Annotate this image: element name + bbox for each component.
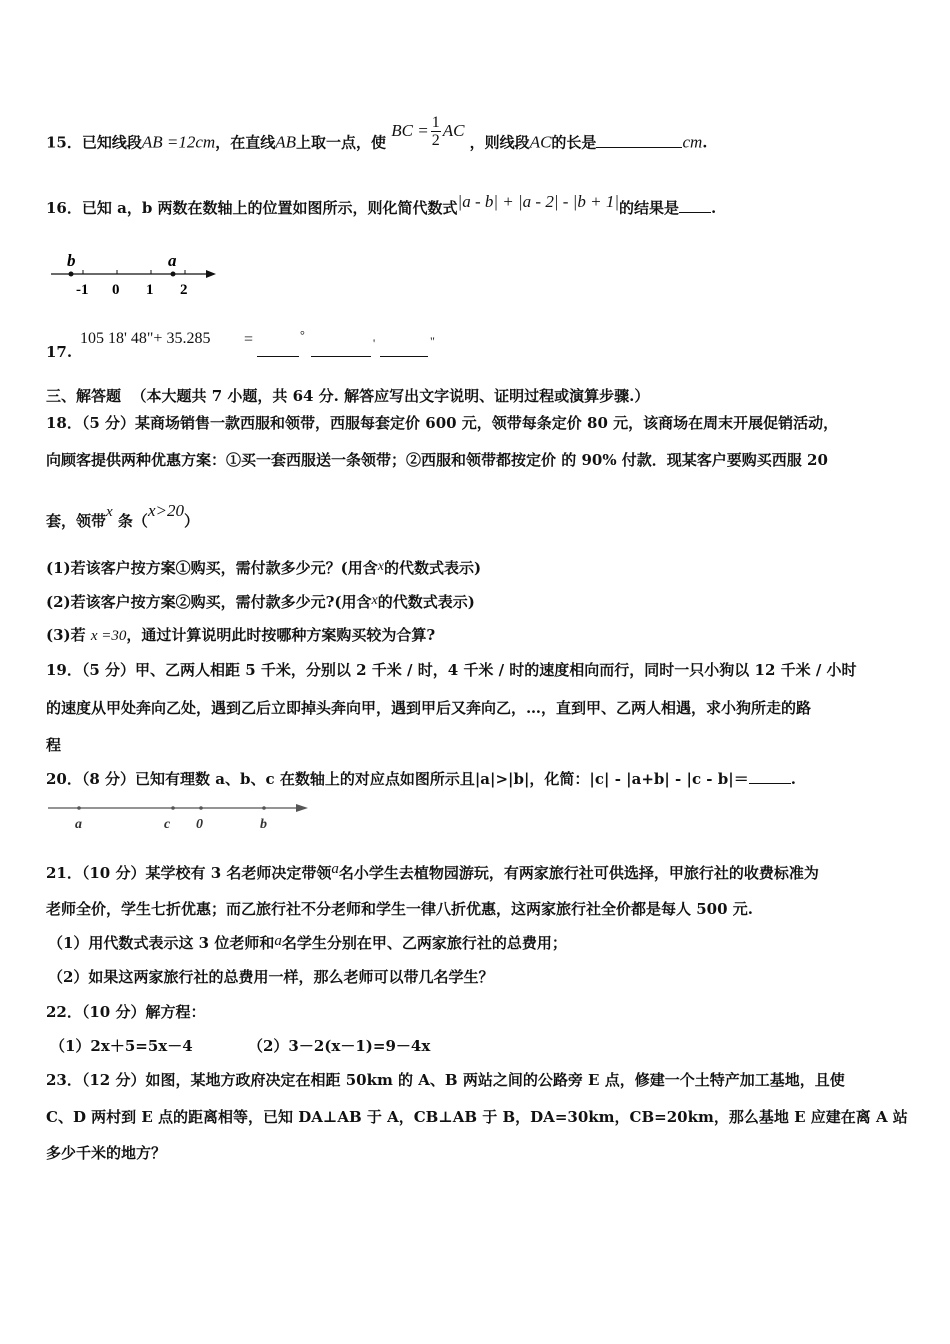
- question-18-part2: (2)若该客户按方案②购买，需付款多少元?(用含x的代数式表示): [46, 593, 475, 611]
- tick-label: 0: [112, 282, 120, 298]
- degrees-blank[interactable]: [257, 342, 299, 357]
- point-a-label: a: [168, 251, 177, 270]
- section-title: 三、解答题: [46, 387, 122, 405]
- section-header: [46, 386, 649, 406]
- question-15: 15．已知线段AB =12cm，在直线AB上取一点，使 BC = $\frac{1}{2}$ AC ，则线段AC的长是 cm.: [46, 114, 708, 152]
- section-note: （本大题共 7 小题，共 64 分. 解答应写出文字说明、证明过程或演算步骤.）: [131, 387, 650, 405]
- question-23-line: 23．（12 分）如图，某地方政府决定在相距 50km 的 A、B 两站之间的公路旁 E 点，修建一个土特产加工基地，且使: [46, 1071, 845, 1089]
- seconds-blank[interactable]: [380, 342, 428, 357]
- question-18-line: 套，领带x 条（x>20）: [46, 501, 199, 530]
- tick-label: -1: [76, 282, 89, 298]
- question-23-line: 多少千米的地方？: [46, 1144, 167, 1162]
- point-a-dot: [171, 272, 176, 277]
- answer-blank[interactable]: [749, 769, 791, 784]
- point-b-label: b: [260, 817, 267, 832]
- question-18-part3: (3)若 x =30，通过计算说明此时按哪种方案购买较为合算?: [46, 626, 436, 644]
- minutes-blank[interactable]: [311, 342, 371, 357]
- point-a-label: a: [75, 817, 82, 832]
- number-line-q20: [46, 796, 316, 834]
- arrow-icon: [296, 804, 308, 812]
- question-21-part2: （2）如果这两家旅行社的总费用一样，那么老师可以带几名学生？: [48, 968, 494, 986]
- q17-expression: 105 18' 48"+ 35.285: [80, 330, 211, 347]
- origin-label: 0: [196, 817, 203, 832]
- question-22-eq2: （2）3－2(x－1)=9－4x: [248, 1037, 431, 1055]
- fraction: $\frac{1}{2}$: [431, 114, 440, 149]
- point-b-label: b: [67, 251, 76, 270]
- arrow-icon: [206, 270, 216, 278]
- point-a-dot: [77, 806, 81, 810]
- question-23-line: C、D 两村到 E 点的距离相等，已知 DA⊥AB 于 A，CB⊥AB 于 B，DA=30km，CB=20km，那么基地 E 应建在离 A 站: [46, 1108, 908, 1126]
- answer-blank[interactable]: [679, 198, 711, 213]
- tick-label: 2: [180, 282, 188, 298]
- question-17: 17.: [46, 343, 73, 361]
- absolute-value-expression: |a - b| + |a - 2| - |b + 1|: [457, 192, 619, 211]
- point-b-dot: [69, 272, 74, 277]
- question-22-eq1: （1）2x＋5=5x－4: [50, 1037, 193, 1055]
- point-b-dot: [262, 806, 266, 810]
- point-c-label: c: [164, 817, 171, 832]
- question-21-line: 21．（10 分）某学校有 3 名老师决定带领a名小学生去植物园游玩，有两家旅行社可供选择，甲旅行社的收费标准为: [46, 861, 819, 882]
- question-18-line: 18．（5 分）某商场销售一款西服和领带，西服每套定价 600 元，领带每条定价 80 元，该商场在周末开展促销活动，: [46, 414, 839, 432]
- question-16: 16．已知 a，b 两数在数轴上的位置如图所示，则化简代数式|a - b| + |a - 2| - |b + 1|的结果是 .: [46, 192, 717, 217]
- question-19-line: 的速度从甲处奔向乙处，遇到乙后立即掉头奔向甲，遇到甲后又奔向乙，…，直到甲、乙两人相遇，求小狗所走的路: [46, 699, 812, 717]
- question-21-part1: （1）用代数式表示这 3 位老师和a名学生分别在甲、乙两家旅行社的总费用；: [48, 933, 567, 952]
- question-19-line: 19．（5 分）甲、乙两人相距 5 千米，分别以 2 千米 / 时，4 千米 / 时的速度相向而行，同时一只小狗以 12 千米 / 小时: [46, 661, 857, 679]
- question-number: 15．: [46, 133, 82, 152]
- question-18-line: 向顾客提供两种优惠方案：①买一套西服送一条领带；②西服和领带都按定价 的 90% 付款．现某客户要购买西服 20: [46, 451, 828, 469]
- origin-dot: [199, 806, 203, 810]
- question-20: 20．（8 分）已知有理数 a、b、c 在数轴上的对应点如图所示且|a|>|b|，化简：|c| - |a+b| - |c - b|＝ .: [46, 770, 796, 788]
- question-21-line: 老师全价，学生七折优惠；而乙旅行社不分老师和学生一律八折优惠，这两家旅行社全价都是每人 500 元.: [46, 900, 753, 918]
- point-c-dot: [171, 806, 175, 810]
- question-22-title: 22．（10 分）解方程：: [46, 1003, 206, 1021]
- question-18-part1: (1)若该客户按方案①购买，需付款多少元？(用含x的代数式表示): [46, 559, 482, 577]
- question-19-line: 程: [46, 736, 62, 754]
- number-line-q16: [46, 250, 226, 302]
- tick-label: 1: [146, 282, 154, 298]
- answer-blank[interactable]: [596, 133, 682, 148]
